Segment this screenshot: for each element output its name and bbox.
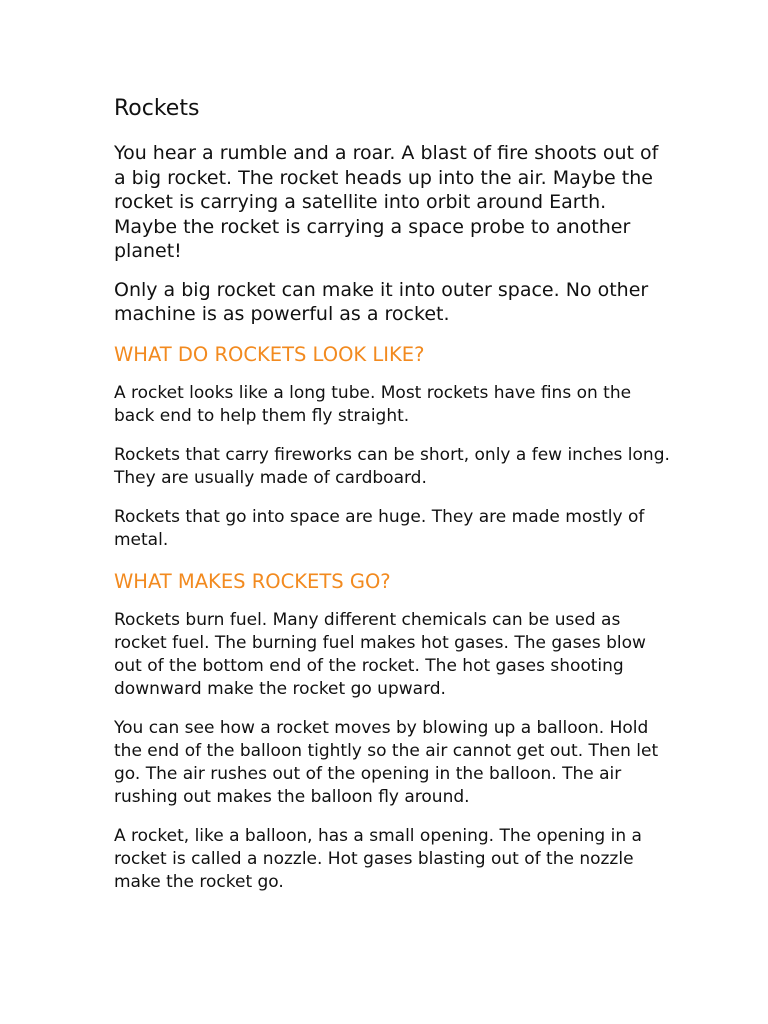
section-appearance bbox=[114, 341, 674, 552]
section-heading: WHAT MAKES ROCKETS GO? bbox=[114, 569, 391, 593]
document-page bbox=[114, 94, 674, 910]
section-paragraph: Rockets that carry fireworks can be short, only a few inches long. They are usually made of cardboard. bbox=[114, 444, 670, 488]
section-heading: WHAT DO ROCKETS LOOK LIKE? bbox=[114, 342, 425, 366]
section-propulsion bbox=[114, 568, 674, 894]
section-paragraph: You can see how a rocket moves by blowing up a balloon. Hold the end of the balloon tightly so the air cannot get out. Then let go. The air rushes out of the opening in the balloon. The air rushing out makes the balloon fly around. bbox=[114, 717, 659, 807]
section-paragraph: A rocket looks like a long tube. Most rockets have fins on the back end to help them fly straight. bbox=[114, 382, 632, 426]
section-paragraph: Rockets burn fuel. Many different chemicals can be used as rocket fuel. The burning fuel makes hot gases. The gases blow out of the bottom end of the rocket. The hot gases shooting downward make the rocket go upward. bbox=[114, 609, 646, 699]
section-paragraph: A rocket, like a balloon, has a small opening. The opening in a rocket is called a nozzle. Hot gases blasting out of the nozzle make the rocket go. bbox=[114, 825, 642, 892]
section-paragraph: Rockets that go into space are huge. They are made mostly of metal. bbox=[114, 506, 645, 550]
intro-paragraph: You hear a rumble and a roar. A blast of fire shoots out of a big rocket. The rocket heads up into the air. Maybe the rocket is carrying a satellite into orbit around Earth. Maybe the rocket is carrying a space probe to another planet! bbox=[114, 142, 659, 262]
intro-section bbox=[114, 141, 674, 327]
intro-paragraph: Only a big rocket can make it into outer space. No other machine is as powerful as a rocket. bbox=[114, 278, 649, 325]
document-title: Rockets bbox=[114, 96, 200, 121]
